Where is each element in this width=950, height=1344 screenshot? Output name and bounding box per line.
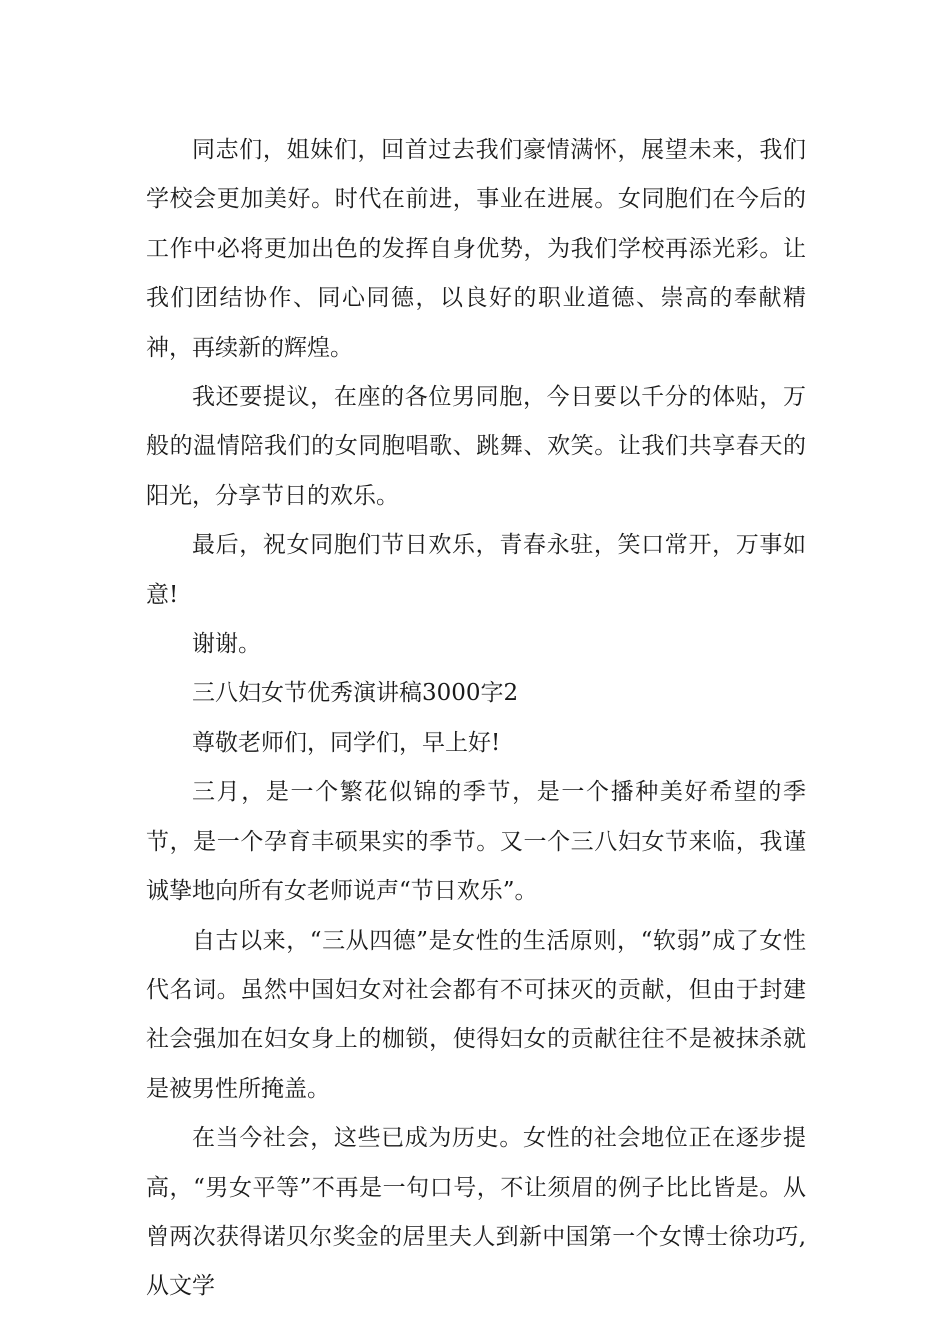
- paragraph-today: 在当今社会，这些已成为历史。女性的社会地位正在逐步提高，“男女平等”不再是一句口号，不让须眉的例子比比皆是。从曾两次获得诺贝尔奖金的居里夫人到新中国第一个女博士徐功巧,从文学: [146, 1125, 806, 1300]
- paragraph-closing-remarks: 同志们，姐妹们，回首过去我们豪情满怀，展望未来，我们学校会更加美好。时代在前进，事业在进展。女同胞们在今后的工作中必将更加出色的发挥自身优势，为我们学校再添光彩。让我们团结协作、同心同德，以良好的职业道德、崇高的奉献精神，再续新的辉煌。: [146, 137, 806, 361]
- paragraph-thanks: 谢谢。: [192, 631, 261, 658]
- paragraph-march: 三月，是一个繁花似锦的季节，是一个播种美好希望的季节，是一个孕育丰硕果实的季节。又一个三八妇女节来临，我谨诚挚地向所有女老师说声“节日欢乐”。: [146, 779, 806, 905]
- paragraph-greeting: 尊敬老师们，同学们，早上好!: [192, 729, 501, 756]
- paragraph-proposal: 我还要提议，在座的各位男同胞，今日要以千分的体贴，万般的温情陪我们的女同胞唱歌、跳舞、欢笑。让我们共享春天的阳光，分享节日的欢乐。: [146, 384, 806, 509]
- paragraph-wishes: 最后，祝女同胞们节日欢乐，青春永驻，笑口常开，万事如意!: [146, 532, 806, 608]
- section-heading: 三八妇女节优秀演讲稿3000字2: [192, 680, 519, 707]
- document-body: [146, 126, 806, 1312]
- paragraph-history: 自古以来，“三从四德”是女性的生活原则，“软弱”成了女性代名词。虽然中国妇女对社会都有不可抹灭的贡献，但由于封建社会强加在妇女身上的枷锁，使得妇女的贡献往往不是被抹杀就是被男性所掩盖。: [146, 927, 806, 1102]
